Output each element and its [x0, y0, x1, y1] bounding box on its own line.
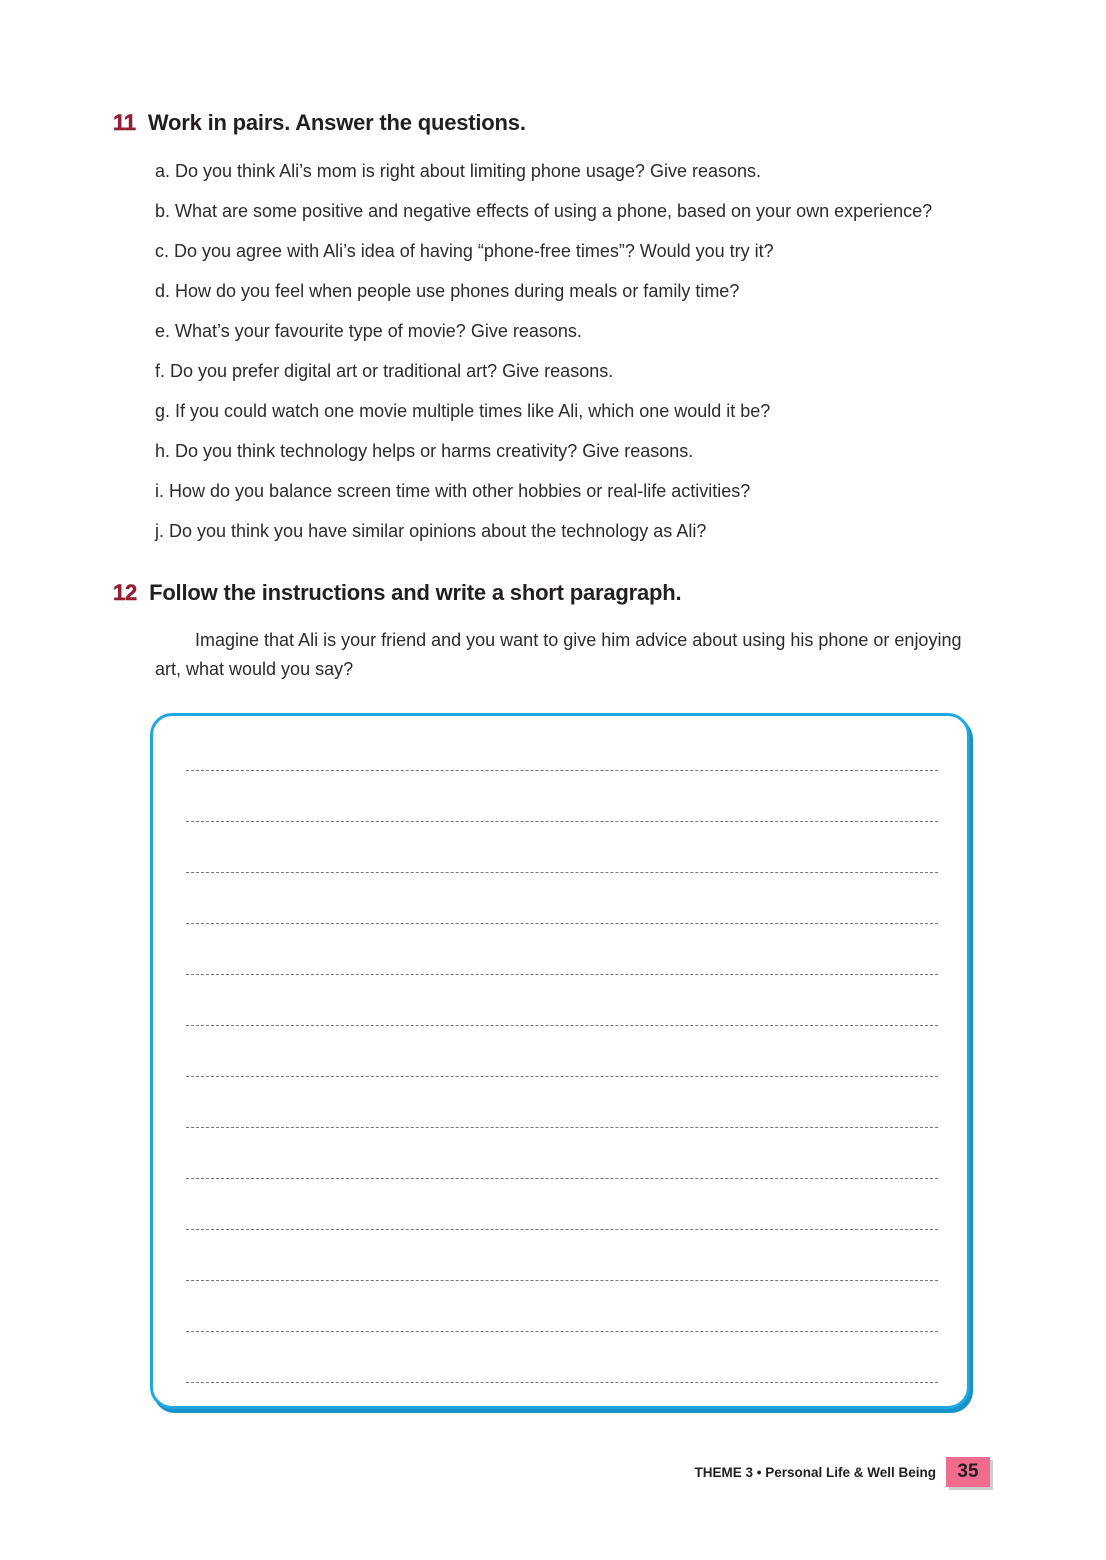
question-item: g. If you could watch one movie multiple times like Ali, which one would it be?	[155, 401, 771, 421]
question-item: c. Do you agree with Ali’s idea of having “phone-free times”? Would you try it?	[155, 241, 774, 261]
exercise-title: Follow the instructions and write a short paragraph.	[149, 580, 682, 605]
question-item: a. Do you think Ali’s mom is right about limiting phone usage? Give reasons.	[155, 161, 761, 181]
writing-line	[186, 1025, 938, 1026]
writing-line	[186, 974, 938, 975]
exercise-title: Work in pairs. Answer the questions.	[147, 110, 526, 135]
writing-line	[186, 821, 938, 822]
question-item: e. What’s your favourite type of movie? Give reasons.	[155, 321, 582, 341]
question-list	[155, 160, 932, 560]
page-footer	[600, 1457, 990, 1487]
question-item: f. Do you prefer digital art or traditional art? Give reasons.	[155, 361, 614, 381]
exercise-12-heading	[113, 580, 681, 606]
writing-area[interactable]	[150, 713, 970, 1409]
writing-line	[186, 1229, 938, 1230]
exercise-number: 12	[113, 580, 138, 605]
page-number-badge: 35	[946, 1457, 990, 1487]
question-item: j. Do you think you have similar opinions about the technology as Ali?	[155, 521, 707, 541]
question-item: b. What are some positive and negative effects of using a phone, based on your own experience?	[155, 201, 933, 221]
writing-line	[186, 872, 938, 873]
writing-line	[186, 1280, 938, 1281]
writing-line	[186, 1076, 938, 1077]
theme-label: THEME 3 • Personal Life & Well Being	[694, 1464, 936, 1480]
writing-line	[186, 1178, 938, 1179]
writing-line	[186, 770, 938, 771]
question-item: h. Do you think technology helps or harms creativity? Give reasons.	[155, 441, 694, 461]
writing-line	[186, 1382, 938, 1383]
question-item: i. How do you balance screen time with other hobbies or real-life activities?	[155, 481, 751, 501]
question-item: d. How do you feel when people use phones during meals or family time?	[155, 281, 740, 301]
writing-line	[186, 1127, 938, 1128]
exercise-11-heading	[113, 110, 526, 136]
exercise-number: 11	[113, 110, 136, 135]
writing-line	[186, 923, 938, 924]
writing-line	[186, 1331, 938, 1332]
writing-instruction: Imagine that Ali is your friend and you want to give him advice about using his phone or enjoying art, what would you say?	[155, 630, 962, 679]
